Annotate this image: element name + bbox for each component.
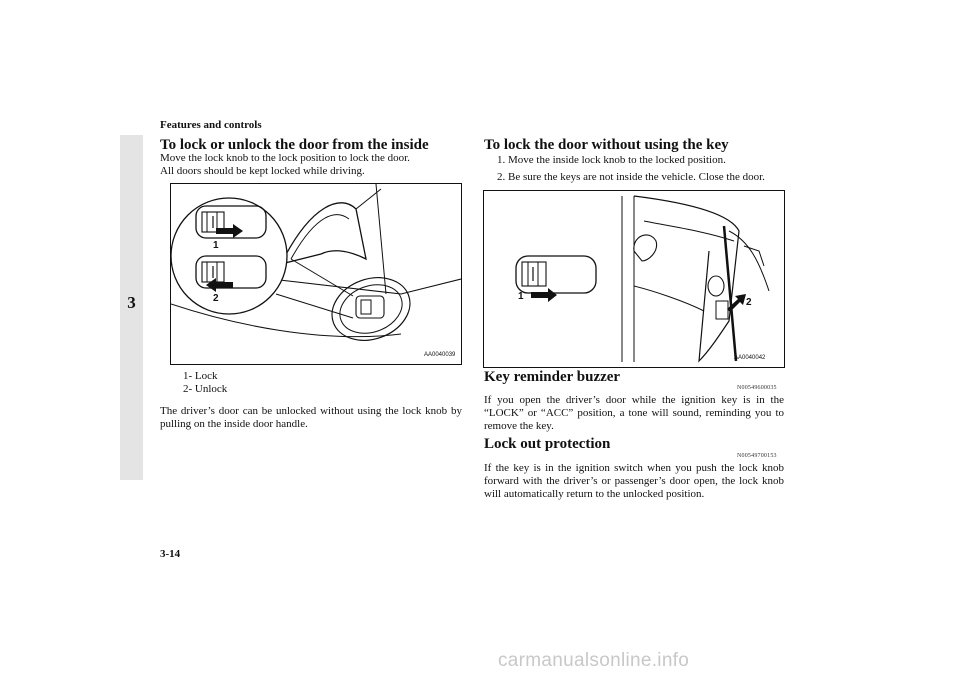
lock-steps <box>484 154 784 184</box>
page-number: 3-14 <box>160 548 181 560</box>
lock-out-heading: Lock out protection <box>484 436 611 452</box>
step-2: 2. Be sure the keys are not inside the vehicle. Close the door. <box>497 171 765 183</box>
door-close-figure <box>483 190 785 368</box>
unlock-note: The driver’s door can be unlocked without using the lock knob by pulling on the inside door handle. <box>160 405 462 430</box>
intro-line-1: Move the lock knob to the lock position to lock the door. <box>160 152 410 164</box>
chapter-number: 3 <box>127 293 136 312</box>
legend-item-lock: 1- Lock <box>183 370 218 382</box>
key-reminder-ref: N00549600035 <box>737 385 777 391</box>
lock-without-key-heading: To lock the door without using the key <box>484 137 729 153</box>
callout-1: 1 <box>213 240 219 251</box>
lock-out-text: If the key is in the ignition switch when you push the lock knob forward with the driver’s or passenger’s door open, the lock knob will automatically return to the unlocked position. <box>484 462 784 500</box>
key-reminder-text: If you open the driver’s door while the ignition key is in the “LOCK” or “ACC” position, a tone will sound, reminding you to remove the key. <box>484 394 784 432</box>
figure-code: AA0040039 <box>424 352 456 358</box>
lock-intro <box>160 152 465 178</box>
legend <box>183 370 227 396</box>
lock-out-ref: N00549700153 <box>737 453 777 459</box>
legend-item-unlock: 2- Unlock <box>183 383 228 395</box>
callout-1: 1 <box>518 291 524 302</box>
intro-line-2: All doors should be kept locked while driving. <box>160 165 365 177</box>
step-1: 1. Move the inside lock knob to the locked position. <box>497 154 726 166</box>
callout-2: 2 <box>213 293 219 304</box>
lock-knob-figure <box>170 183 462 365</box>
figure-code: AA0040042 <box>734 355 766 361</box>
callout-2: 2 <box>746 297 752 308</box>
lock-unlock-heading: To lock or unlock the door from the inside <box>160 137 429 153</box>
watermark: carmanualsonline.info <box>498 650 690 671</box>
section-title: Features and controls <box>160 119 262 131</box>
key-reminder-heading: Key reminder buzzer <box>484 369 621 385</box>
